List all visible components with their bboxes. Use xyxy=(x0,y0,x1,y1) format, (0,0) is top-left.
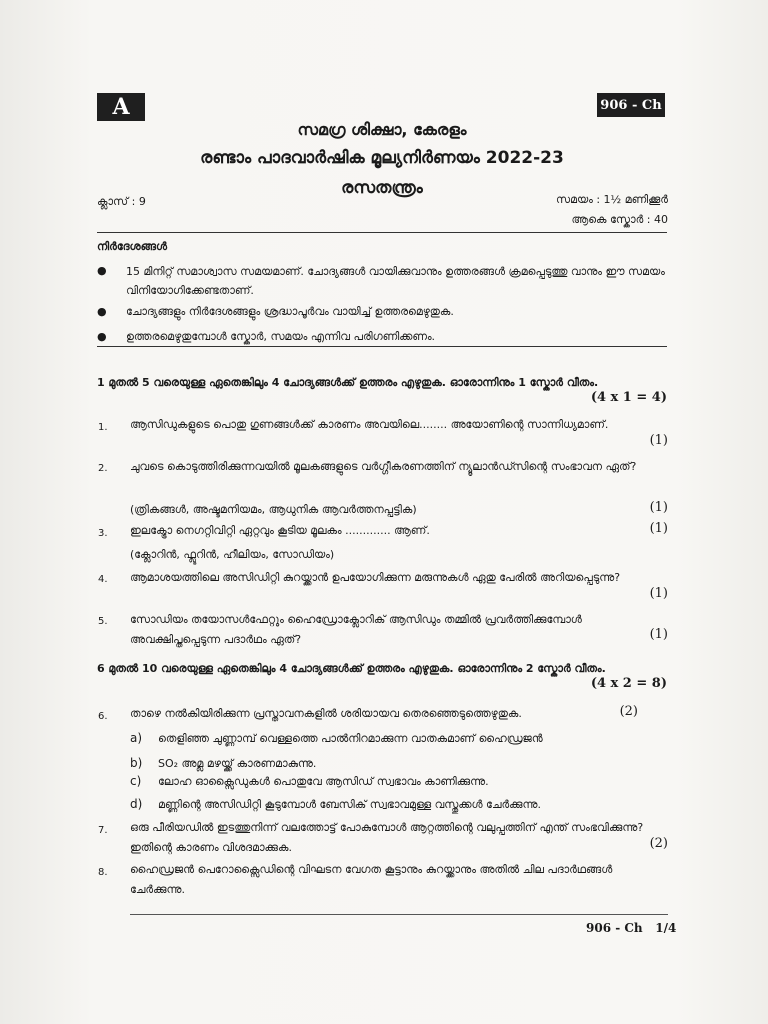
question-mark: (2) xyxy=(649,836,668,851)
option-text: മണ്ണിന്റെ അസിഡിറ്റി കൂടുമ്പോൾ ബേസിക് സ്വഭാവമുള്ള വസ്തുക്കൾ ചേർക്കുന്നു. xyxy=(158,798,542,811)
question-options: (ത്രികങ്ങൾ, അഷ്ടമനിയമം, ആധുനിക ആവർത്തനപ്പട്ടിക) xyxy=(130,503,417,516)
option-text: തെളിഞ്ഞ ചുണ്ണാമ്പ് വെള്ളത്തെ പാൽനിറമാക്കുന്ന വാതകമാണ് ഹൈഡ്രജൻ xyxy=(158,732,543,745)
option-label: a) xyxy=(130,731,143,745)
footer-divider xyxy=(130,914,668,915)
paper-code-badge: 906 - Ch xyxy=(597,93,665,117)
instruction-item: ചോദ്യങ്ങളും നിർദേശങ്ങളും ശ്രദ്ധാപൂർവം വായിച്ച് ഉത്തരമെഴുതുക. xyxy=(126,305,454,318)
question-mark: (2) xyxy=(619,704,638,719)
question-number: 1. xyxy=(98,422,108,433)
question-mark: (1) xyxy=(649,586,668,601)
footer-page-number: 1/4 xyxy=(655,921,677,935)
class-label: ക്ലാസ് : 9 xyxy=(97,195,146,208)
question-number: 2. xyxy=(98,463,108,474)
question-text: ഹൈഡ്രജൻ പെറോക്സൈഡിന്റെ വിഘടന വേഗത കൂട്ടാനും കുറയ്ക്കാനും അതിൽ ചില പദാർഥങ്ങൾ ചേർക്കുന്നു. xyxy=(130,863,613,896)
exam-title: രണ്ടാം പാദവാർഷിക മൂല്യനിർണയം 2022-23 xyxy=(200,148,564,168)
bullet-icon: ● xyxy=(97,264,107,277)
question-number: 3. xyxy=(98,528,108,539)
question-mark: (1) xyxy=(649,627,668,642)
question-mark: (1) xyxy=(649,521,668,536)
question-text: ചുവടെ കൊടുത്തിരിക്കുന്നവയിൽ മൂലകങ്ങളുടെ വർഗ്ഗീകരണത്തിന് ന്യൂലാൻഡ്സിന്റെ സംഭാവന ഏത്? xyxy=(130,460,637,473)
instruction-item: 15 മിനിറ്റ് സമാശ്വാസ സമയമാണ്. ചോദ്യങ്ങൾ വായിക്കുവാനും ഉത്തരങ്ങൾ ക്രമപ്പെടുത്തു വാനും ഈ സമയം വിനിയോഗിക്കേണ്ടതാണ്. xyxy=(126,265,665,297)
option-label: d) xyxy=(130,797,143,811)
question-text: ആസിഡുകളുടെ പൊതു ഗുണങ്ങൾക്ക് കാരണം അവയിലെ........ അയോണിന്റെ സാന്നിധ്യമാണ്. xyxy=(130,418,609,431)
instructions-heading: നിർദേശങ്ങൾ xyxy=(97,240,168,253)
footer-paper-code: 906 - Ch xyxy=(586,921,643,935)
set-label-badge: A xyxy=(97,93,145,121)
option-label: c) xyxy=(130,774,142,788)
question-number: 7. xyxy=(98,825,108,836)
question-number: 5. xyxy=(98,616,108,627)
instruction-item: ഉത്തരമെഴുതുമ്പോൾ സ്കോർ, സമയം എന്നിവ പരിഗണിക്കണം. xyxy=(126,330,436,343)
option-text: ലോഹ ഓക്സൈഡുകൾ പൊതുവേ ആസിഡ് സ്വഭാവം കാണിക്കുന്നു. xyxy=(158,775,489,788)
header-divider xyxy=(97,232,667,233)
page-footer xyxy=(586,921,676,935)
question-mark: (1) xyxy=(649,433,668,448)
question-number: 8. xyxy=(98,867,108,878)
organization-title: സമഗ്ര ശിക്ഷാ, കേരളം xyxy=(297,120,467,139)
section-2-marks: (4 x 2 = 8) xyxy=(590,676,667,691)
question-options: (ക്ലോറിൻ, ഫ്ലൂറിൻ, ഹീലിയം, സോഡിയം) xyxy=(130,548,335,561)
option-label: b) xyxy=(130,756,143,770)
question-mark: (1) xyxy=(649,500,668,515)
bullet-icon: ● xyxy=(97,305,107,318)
question-text: ഒരു പീരിയഡിൽ ഇടത്തുനിന്ന് വലത്തോട്ട് പോകുമ്പോൾ ആറ്റത്തിന്റെ വലുപ്പത്തിന് എന്ത് സംഭവിക്കുന്നു? ഇതിന്റെ കാരണം വിശദമാക്കുക. xyxy=(130,821,644,854)
section-2-heading: 6 മുതൽ 10 വരെയുള്ള ഏതെങ്കിലും 4 ചോദ്യങ്ങൾക്ക് ഉത്തരം എഴുതുക. ഓരോന്നിനും 2 സ്കോർ വീതം. xyxy=(97,662,606,675)
question-text: താഴെ നൽകിയിരിക്കുന്ന പ്രസ്താവനകളിൽ ശരിയായവ തെരഞ്ഞെടുത്തെഴുതുക. xyxy=(130,707,522,720)
question-text: ഇലക്ട്രോ നെഗറ്റിവിറ്റി ഏറ്റവും കൂടിയ മൂലകം ............. ആണ്. xyxy=(130,524,430,537)
total-score-label: ആകെ സ്കോർ : 40 xyxy=(571,213,668,226)
time-label: സമയം : 1½ മണിക്കൂർ xyxy=(555,193,668,206)
question-number: 6. xyxy=(98,711,108,722)
section-1-heading: 1 മുതൽ 5 വരെയുള്ള ഏതെങ്കിലും 4 ചോദ്യങ്ങൾക്ക് ഉത്തരം എഴുതുക. ഓരോന്നിനും 1 സ്കോർ വീതം. xyxy=(97,376,599,389)
bullet-icon: ● xyxy=(97,330,107,343)
question-text: ആമാശയത്തിലെ അസിഡിറ്റി കുറയ്ക്കാൻ ഉപയോഗിക്കുന്ന മരുന്നുകൾ ഏതു പേരിൽ അറിയപ്പെടുന്നു? xyxy=(130,571,621,584)
option-text: SO₂ അമ്ല മഴയ്ക്ക് കാരണമാകുന്നു. xyxy=(158,757,317,770)
question-text: സോഡിയം തയോസൾഫേറ്റും ഹൈഡ്രോക്ലോറിക് ആസിഡും തമ്മിൽ പ്രവർത്തിക്കുമ്പോൾ അവക്ഷിപ്തപ്പെടുന്ന പദാർഥം ഏത്? xyxy=(130,613,582,646)
section-1-marks: (4 x 1 = 4) xyxy=(590,390,667,405)
question-number: 4. xyxy=(98,574,108,585)
subject-title: രസതന്ത്രം xyxy=(341,178,423,198)
instructions-divider xyxy=(97,346,667,347)
